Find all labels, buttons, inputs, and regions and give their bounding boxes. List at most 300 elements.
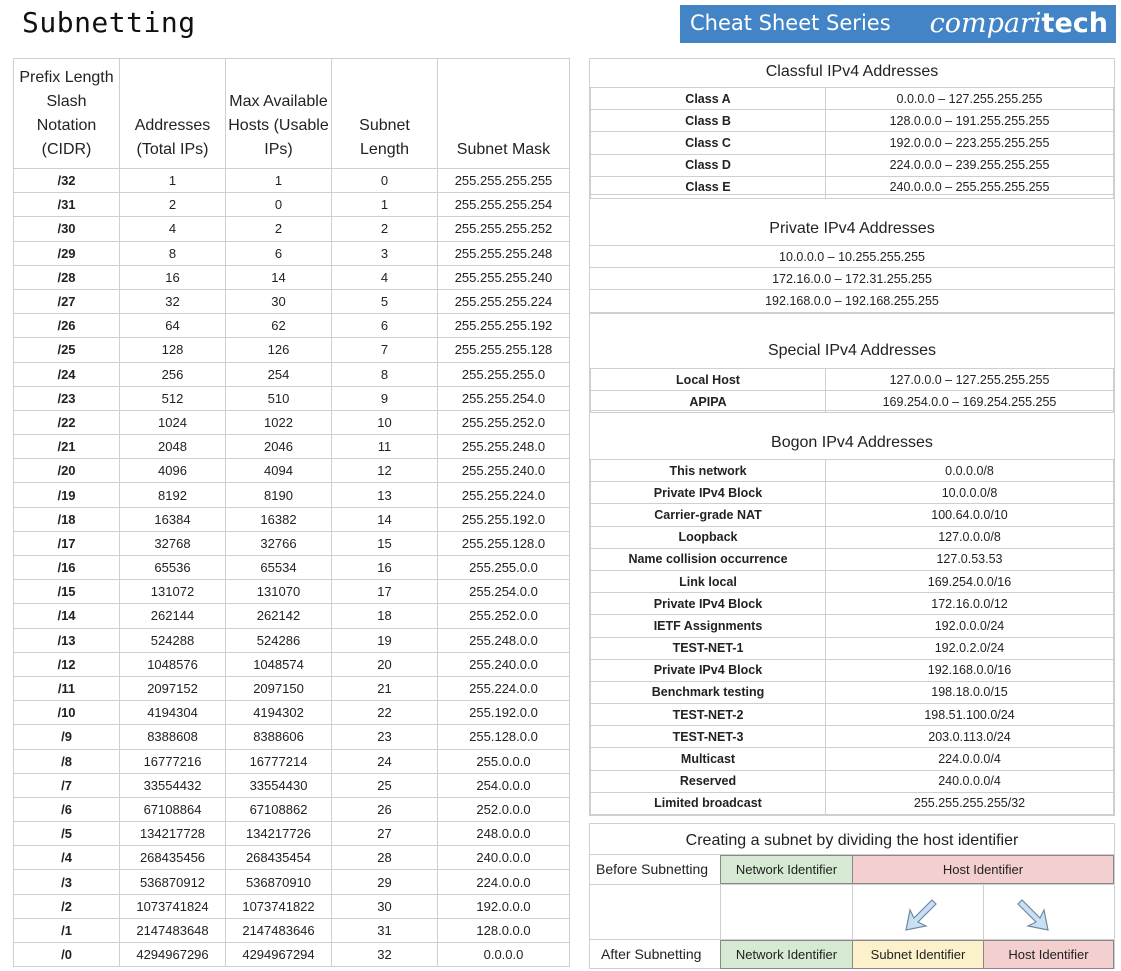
table-row (14, 362, 570, 386)
cell-hosts: 126 (226, 338, 332, 362)
cell-subnet-mask: 128.0.0.0 (438, 918, 570, 942)
table-row (14, 314, 570, 338)
cell-hosts: 1022 (226, 410, 332, 434)
cell-cidr: /27 (14, 289, 120, 313)
table-row (14, 556, 570, 580)
cell-subnet-mask: 255.255.255.252 (438, 217, 570, 241)
row-label: Loopback (591, 526, 826, 548)
row-value: 192.168.0.0/16 (826, 659, 1114, 681)
cell-cidr: /12 (14, 652, 120, 676)
cell-addresses: 2097152 (120, 676, 226, 700)
cell-subnet-mask: 0.0.0.0 (438, 943, 570, 967)
before-subnetting-label: Before Subnetting (596, 861, 709, 877)
table-row (591, 110, 1114, 132)
row-value: 172.16.0.0/12 (826, 593, 1114, 615)
cell-subnet-mask: 255.254.0.0 (438, 580, 570, 604)
bogon-table (590, 459, 1114, 815)
cell-subnet-mask: 255.255.252.0 (438, 410, 570, 434)
cell-addresses: 1073741824 (120, 894, 226, 918)
row-value: 224.0.0.0 – 239.255.255.255 (826, 154, 1114, 176)
cell-hosts: 134217726 (226, 822, 332, 846)
table-row (14, 265, 570, 289)
cell-subnet-length: 31 (332, 918, 438, 942)
cell-hosts: 1073741822 (226, 894, 332, 918)
cell-addresses: 2 (120, 193, 226, 217)
cell-addresses: 256 (120, 362, 226, 386)
table-row (14, 918, 570, 942)
table-row (591, 792, 1114, 814)
table-row (14, 531, 570, 555)
row-label: Link local (591, 570, 826, 592)
table-row (14, 289, 570, 313)
table-row (591, 460, 1114, 482)
cell-addresses: 16777216 (120, 749, 226, 773)
after-subnet-identifier: Subnet Identifier (852, 940, 984, 969)
table-row (14, 773, 570, 797)
cell-subnet-length: 3 (332, 241, 438, 265)
cell-subnet-mask: 255.192.0.0 (438, 701, 570, 725)
table-row (14, 652, 570, 676)
page-title: Subnetting (22, 6, 196, 39)
cell-subnet-mask: 254.0.0.0 (438, 773, 570, 797)
special-title: Special IPv4 Addresses (767, 342, 937, 359)
table-row (14, 749, 570, 773)
cell-addresses: 32768 (120, 531, 226, 555)
cell-subnet-length: 15 (332, 531, 438, 555)
row-value: 192.0.2.0/24 (826, 637, 1114, 659)
cell-subnet-mask: 224.0.0.0 (438, 870, 570, 894)
cell-cidr: /21 (14, 435, 120, 459)
row-label: Local Host (591, 369, 826, 391)
subnet-diagram (589, 823, 1115, 969)
row-label: Class D (591, 154, 826, 176)
cell-subnet-length: 13 (332, 483, 438, 507)
table-row (14, 217, 570, 241)
cell-subnet-mask: 240.0.0.0 (438, 846, 570, 870)
cell-cidr: /32 (14, 169, 120, 193)
cell-hosts: 2046 (226, 435, 332, 459)
cell-hosts: 8388606 (226, 725, 332, 749)
cell-cidr: /5 (14, 822, 120, 846)
diagram-title: Creating a subnet by dividing the host identifier (685, 832, 1019, 849)
subnet-table (13, 58, 570, 967)
cell-cidr: /22 (14, 410, 120, 434)
cell-addresses: 16 (120, 265, 226, 289)
cell-addresses: 128 (120, 338, 226, 362)
row-label: Limited broadcast (591, 792, 826, 814)
series-label: Cheat Sheet Series (690, 11, 891, 35)
row-label: TEST-NET-3 (591, 726, 826, 748)
cell-subnet-length: 1 (332, 193, 438, 217)
cell-hosts: 1 (226, 169, 332, 193)
special-table (590, 368, 1114, 413)
row-label: Class C (591, 132, 826, 154)
cell-hosts: 65534 (226, 556, 332, 580)
cell-cidr: /9 (14, 725, 120, 749)
cell-subnet-length: 9 (332, 386, 438, 410)
table-row (14, 943, 570, 967)
table-row (14, 822, 570, 846)
cell-hosts: 524286 (226, 628, 332, 652)
cell-subnet-length: 26 (332, 797, 438, 821)
cell-subnet-length: 30 (332, 894, 438, 918)
cell-addresses: 131072 (120, 580, 226, 604)
cell-addresses: 8388608 (120, 725, 226, 749)
cell-hosts: 16777214 (226, 749, 332, 773)
cell-addresses: 4194304 (120, 701, 226, 725)
cell-subnet-length: 20 (332, 652, 438, 676)
brand-banner (680, 5, 1116, 43)
cell-addresses: 262144 (120, 604, 226, 628)
row-value: 0.0.0.0/8 (826, 460, 1114, 482)
private-section (589, 194, 1115, 314)
subnet-table-header (14, 59, 570, 169)
classful-section (589, 58, 1115, 195)
cell-subnet-mask: 255.252.0.0 (438, 604, 570, 628)
table-row (591, 132, 1114, 154)
bogon-title: Bogon IPv4 Addresses (771, 434, 933, 451)
row-value: 128.0.0.0 – 191.255.255.255 (826, 110, 1114, 132)
row-value: 255.255.255.255/32 (826, 792, 1114, 814)
row-label: IETF Assignments (591, 615, 826, 637)
table-row (591, 570, 1114, 592)
table-row (591, 548, 1114, 570)
cell-hosts: 6 (226, 241, 332, 265)
table-row (14, 628, 570, 652)
cell-subnet-mask: 255.255.128.0 (438, 531, 570, 555)
cell-subnet-length: 8 (332, 362, 438, 386)
table-row (14, 870, 570, 894)
brand-bold: tech (1041, 8, 1108, 39)
cell-addresses: 8 (120, 241, 226, 265)
row-label: Class B (591, 110, 826, 132)
cell-subnet-length: 27 (332, 822, 438, 846)
cell-hosts: 4294967294 (226, 943, 332, 967)
arrow-down-right-icon (1012, 894, 1052, 934)
cell-addresses: 33554432 (120, 773, 226, 797)
cell-addresses: 64 (120, 314, 226, 338)
table-row (14, 386, 570, 410)
table-row (14, 604, 570, 628)
cell-subnet-mask: 252.0.0.0 (438, 797, 570, 821)
cell-cidr: /25 (14, 338, 120, 362)
row-value: 203.0.113.0/24 (826, 726, 1114, 748)
subnet-table-body (14, 169, 570, 967)
cell-hosts: 4094 (226, 459, 332, 483)
table-row (591, 504, 1114, 526)
cell-cidr: /17 (14, 531, 120, 555)
table-row (14, 193, 570, 217)
cell-subnet-length: 10 (332, 410, 438, 434)
cell-subnet-length: 18 (332, 604, 438, 628)
cell-hosts: 2 (226, 217, 332, 241)
cell-hosts: 268435454 (226, 846, 332, 870)
cell-cidr: /7 (14, 773, 120, 797)
cell-subnet-length: 6 (332, 314, 438, 338)
cell-subnet-length: 17 (332, 580, 438, 604)
cell-subnet-mask: 248.0.0.0 (438, 822, 570, 846)
cell-subnet-length: 16 (332, 556, 438, 580)
cell-addresses: 67108864 (120, 797, 226, 821)
cell-subnet-mask: 255.255.254.0 (438, 386, 570, 410)
table-row (591, 681, 1114, 703)
table-row (591, 659, 1114, 681)
cell-subnet-mask: 255.255.255.224 (438, 289, 570, 313)
arrow-down-left-icon (902, 894, 942, 934)
table-row (14, 676, 570, 700)
cell-cidr: /2 (14, 894, 120, 918)
row-value: 198.18.0.0/15 (826, 681, 1114, 703)
cell-addresses: 268435456 (120, 846, 226, 870)
cell-hosts: 131070 (226, 580, 332, 604)
cell-subnet-mask: 255.255.255.192 (438, 314, 570, 338)
row-value: 224.0.0.0/4 (826, 748, 1114, 770)
cell-addresses: 1048576 (120, 652, 226, 676)
cell-subnet-length: 23 (332, 725, 438, 749)
row-label: Multicast (591, 748, 826, 770)
cell-addresses: 1024 (120, 410, 226, 434)
cell-cidr: /13 (14, 628, 120, 652)
row-value: 240.0.0.0 – 255.255.255.255 (826, 176, 1114, 198)
cell-subnet-mask: 255.0.0.0 (438, 749, 570, 773)
cell-cidr: /26 (14, 314, 120, 338)
cell-subnet-mask: 255.255.240.0 (438, 459, 570, 483)
cell-cidr: /20 (14, 459, 120, 483)
cell-addresses: 2048 (120, 435, 226, 459)
cell-hosts: 67108862 (226, 797, 332, 821)
after-host-identifier: Host Identifier (983, 940, 1114, 969)
cell-cidr: /18 (14, 507, 120, 531)
table-row (591, 704, 1114, 726)
cell-hosts: 510 (226, 386, 332, 410)
cell-subnet-mask: 255.255.255.255 (438, 169, 570, 193)
row-label: Private IPv4 Block (591, 659, 826, 681)
bogon-section (589, 410, 1115, 816)
special-section (589, 313, 1115, 411)
cell-cidr: /0 (14, 943, 120, 967)
cell-hosts: 33554430 (226, 773, 332, 797)
cell-addresses: 4 (120, 217, 226, 241)
row-value: 10.0.0.0/8 (826, 482, 1114, 504)
row-value: 10.0.0.0 – 10.255.255.255 (590, 246, 1114, 268)
brand-light: compari (929, 8, 1042, 39)
cell-subnet-mask: 255.255.255.254 (438, 193, 570, 217)
cell-subnet-length: 22 (332, 701, 438, 725)
cell-cidr: /30 (14, 217, 120, 241)
row-label: Private IPv4 Block (591, 593, 826, 615)
row-label: TEST-NET-1 (591, 637, 826, 659)
table-row (14, 169, 570, 193)
cell-subnet-mask: 255.255.255.248 (438, 241, 570, 265)
table-row (14, 701, 570, 725)
row-label: Name collision occurrence (591, 548, 826, 570)
cell-subnet-length: 4 (332, 265, 438, 289)
cell-cidr: /16 (14, 556, 120, 580)
cell-addresses: 32 (120, 289, 226, 313)
cell-cidr: /29 (14, 241, 120, 265)
row-value: 192.0.0.0 – 223.255.255.255 (826, 132, 1114, 154)
cell-subnet-length: 24 (332, 749, 438, 773)
table-row (590, 268, 1114, 290)
cell-hosts: 32766 (226, 531, 332, 555)
table-row (591, 369, 1114, 391)
table-row (14, 894, 570, 918)
cell-addresses: 134217728 (120, 822, 226, 846)
cell-hosts: 30 (226, 289, 332, 313)
cell-hosts: 262142 (226, 604, 332, 628)
col-header-cidr: Prefix Length Slash Notation (CIDR) (14, 59, 120, 169)
cell-cidr: /14 (14, 604, 120, 628)
row-value: 127.0.0.0/8 (826, 526, 1114, 548)
cell-subnet-length: 32 (332, 943, 438, 967)
table-row (591, 637, 1114, 659)
row-value: 100.64.0.0/10 (826, 504, 1114, 526)
cell-subnet-mask: 255.255.192.0 (438, 507, 570, 531)
cell-cidr: /10 (14, 701, 120, 725)
table-row (591, 726, 1114, 748)
row-label: This network (591, 460, 826, 482)
cell-cidr: /1 (14, 918, 120, 942)
row-value: 127.0.0.0 – 127.255.255.255 (826, 369, 1114, 391)
cell-subnet-mask: 255.248.0.0 (438, 628, 570, 652)
row-value: 0.0.0.0 – 127.255.255.255 (826, 88, 1114, 110)
col-header-subnet-length: Subnet Length (332, 59, 438, 169)
cell-subnet-length: 28 (332, 846, 438, 870)
cell-subnet-mask: 255.128.0.0 (438, 725, 570, 749)
cell-cidr: /8 (14, 749, 120, 773)
cell-subnet-mask: 255.224.0.0 (438, 676, 570, 700)
cell-cidr: /23 (14, 386, 120, 410)
cell-hosts: 16382 (226, 507, 332, 531)
table-row (14, 435, 570, 459)
table-row (14, 797, 570, 821)
cell-cidr: /24 (14, 362, 120, 386)
cell-addresses: 8192 (120, 483, 226, 507)
cell-subnet-length: 2 (332, 217, 438, 241)
cell-cidr: /6 (14, 797, 120, 821)
cell-subnet-length: 14 (332, 507, 438, 531)
row-value: 172.16.0.0 – 172.31.255.255 (590, 268, 1114, 290)
table-row (14, 846, 570, 870)
table-row (591, 154, 1114, 176)
row-label: Private IPv4 Block (591, 482, 826, 504)
cell-addresses: 524288 (120, 628, 226, 652)
row-label: Class E (591, 176, 826, 198)
cell-addresses: 16384 (120, 507, 226, 531)
row-label: Benchmark testing (591, 681, 826, 703)
cell-hosts: 2097150 (226, 676, 332, 700)
table-row (14, 410, 570, 434)
table-row (590, 246, 1114, 268)
table-row (14, 580, 570, 604)
private-table (590, 245, 1114, 313)
table-row (591, 482, 1114, 504)
cell-subnet-mask: 255.255.255.240 (438, 265, 570, 289)
row-label: Class A (591, 88, 826, 110)
table-row (14, 725, 570, 749)
cell-cidr: /31 (14, 193, 120, 217)
cell-subnet-length: 21 (332, 676, 438, 700)
table-row (14, 338, 570, 362)
table-row (14, 483, 570, 507)
cell-hosts: 14 (226, 265, 332, 289)
cell-subnet-mask: 255.240.0.0 (438, 652, 570, 676)
cell-hosts: 536870910 (226, 870, 332, 894)
table-row (590, 290, 1114, 312)
cell-hosts: 1048574 (226, 652, 332, 676)
private-title: Private IPv4 Addresses (769, 220, 935, 237)
classful-table (590, 87, 1114, 199)
cell-cidr: /19 (14, 483, 120, 507)
cell-hosts: 62 (226, 314, 332, 338)
cell-subnet-length: 29 (332, 870, 438, 894)
row-value: 192.168.0.0 – 192.168.255.255 (590, 290, 1114, 312)
cell-addresses: 536870912 (120, 870, 226, 894)
cell-subnet-length: 19 (332, 628, 438, 652)
table-row (14, 459, 570, 483)
col-header-addresses: Addresses (Total IPs) (120, 59, 226, 169)
table-row (591, 770, 1114, 792)
cell-hosts: 0 (226, 193, 332, 217)
cell-hosts: 4194302 (226, 701, 332, 725)
row-value: 198.51.100.0/24 (826, 704, 1114, 726)
brand-logo (930, 8, 1108, 39)
row-value: 240.0.0.0/4 (826, 770, 1114, 792)
table-row (14, 241, 570, 265)
table-row (591, 615, 1114, 637)
cell-subnet-length: 7 (332, 338, 438, 362)
table-row (591, 88, 1114, 110)
cell-subnet-mask: 255.255.224.0 (438, 483, 570, 507)
row-value: 169.254.0.0 – 169.254.255.255 (826, 391, 1114, 413)
cell-cidr: /15 (14, 580, 120, 604)
cell-subnet-mask: 192.0.0.0 (438, 894, 570, 918)
cell-addresses: 4294967296 (120, 943, 226, 967)
classful-title: Classful IPv4 Addresses (765, 63, 939, 80)
before-network-identifier: Network Identifier (720, 855, 853, 884)
cell-subnet-mask: 255.255.255.128 (438, 338, 570, 362)
cell-addresses: 1 (120, 169, 226, 193)
row-value: 192.0.0.0/24 (826, 615, 1114, 637)
table-row (14, 507, 570, 531)
col-header-hosts: Max Available Hosts (Usable IPs) (226, 59, 332, 169)
row-label: Carrier-grade NAT (591, 504, 826, 526)
after-network-identifier: Network Identifier (720, 940, 853, 969)
table-row (591, 748, 1114, 770)
row-value: 169.254.0.0/16 (826, 570, 1114, 592)
cell-addresses: 65536 (120, 556, 226, 580)
cell-hosts: 254 (226, 362, 332, 386)
before-host-identifier: Host Identifier (852, 855, 1114, 884)
cell-addresses: 512 (120, 386, 226, 410)
table-row (591, 526, 1114, 548)
cell-cidr: /28 (14, 265, 120, 289)
cell-subnet-mask: 255.255.0.0 (438, 556, 570, 580)
cell-subnet-length: 12 (332, 459, 438, 483)
cell-subnet-mask: 255.255.255.0 (438, 362, 570, 386)
cell-cidr: /4 (14, 846, 120, 870)
cell-addresses: 2147483648 (120, 918, 226, 942)
cell-hosts: 8190 (226, 483, 332, 507)
cell-subnet-length: 0 (332, 169, 438, 193)
cell-subnet-length: 25 (332, 773, 438, 797)
cell-subnet-mask: 255.255.248.0 (438, 435, 570, 459)
row-label: Reserved (591, 770, 826, 792)
cell-addresses: 4096 (120, 459, 226, 483)
cell-cidr: /11 (14, 676, 120, 700)
row-label: TEST-NET-2 (591, 704, 826, 726)
table-row (591, 593, 1114, 615)
